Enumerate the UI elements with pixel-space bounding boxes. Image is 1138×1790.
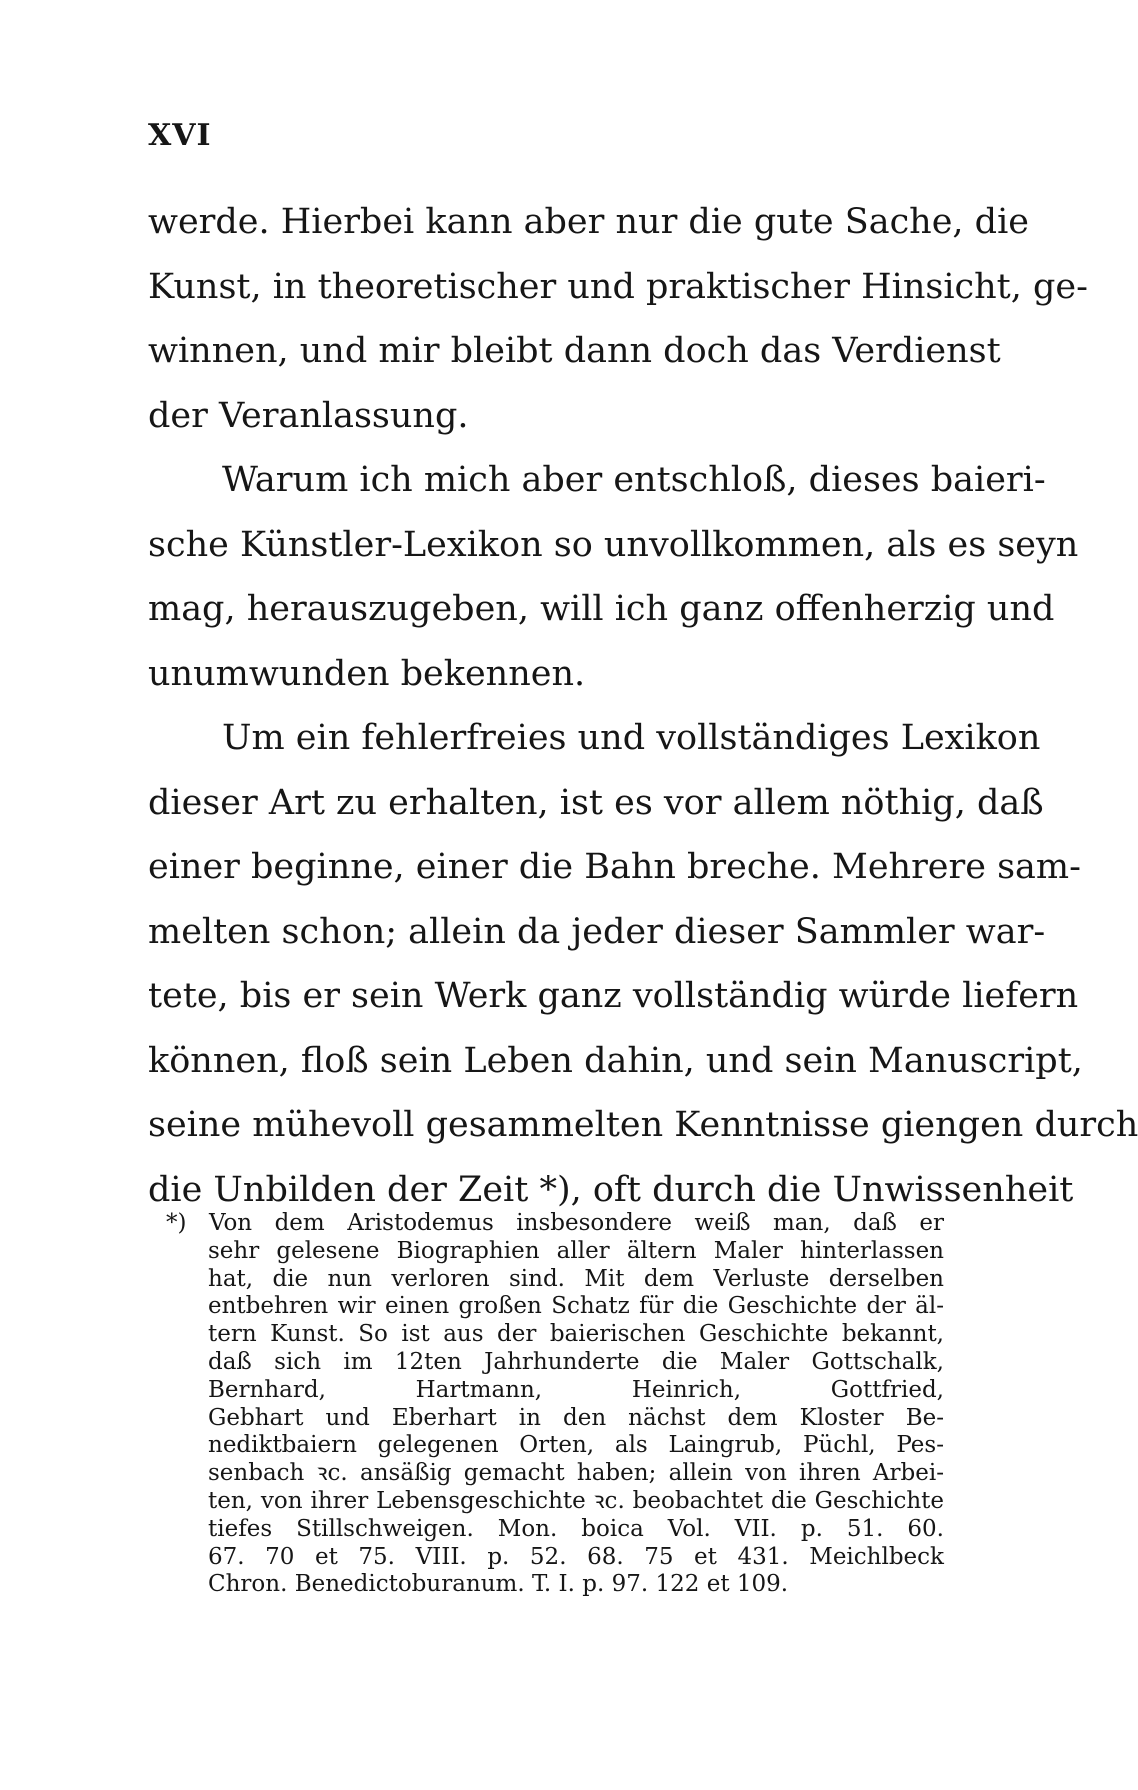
footnote-line: Gebhart und Eberhart in den nächst dem Kloster Be- <box>208 1404 944 1431</box>
footnote-line: daß sich im 12ten Jahrhunderte die Maler Gottschalk, <box>208 1348 944 1375</box>
body-line: Warum ich mich aber entschloß, dieses baieri- <box>222 460 1046 500</box>
footnote-line: Chron. Benedictoburanum. T. I. p. 97. 122 et 109. <box>208 1571 789 1598</box>
body-line: werde. Hierbei kann aber nur die gute Sache, die <box>148 202 1029 242</box>
page-number: XVI <box>148 118 212 153</box>
footnote-line: *) Von dem Aristodemus insbesondere weiß man, daß er <box>166 1210 944 1236</box>
footnote-line: 67. 70 et 75. VIII. p. 52. 68. 75 et 431. Meichlbeck <box>208 1543 944 1570</box>
body-line: der Veranlassung. <box>148 395 469 436</box>
body-line: melten schon; allein da jeder dieser Sammler war- <box>148 911 1046 952</box>
body-line: Kunst, in theoretischer und praktischer Hinsicht, ge- <box>148 266 1088 307</box>
body-line: die Unbilden der Zeit *), oft durch die Unwissenheit <box>148 1169 1074 1210</box>
footnote-line: senbach ꝛc. ansäßig gemacht haben; allein von ihren Arbei- <box>208 1460 944 1487</box>
body-line: Um ein fehlerfreies und vollständiges Lexikon <box>222 718 1041 758</box>
body-line: unumwunden bekennen. <box>148 653 586 694</box>
footnote-line: tiefes Stillschweigen. Mon. boica Vol. VII. p. 51. 60. <box>208 1515 944 1542</box>
body-line: einer beginne, einer die Bahn breche. Mehrere sam- <box>148 847 1081 887</box>
footnote-line: ten, von ihrer Lebensgeschichte ꝛc. beobachtet die Geschichte <box>208 1487 944 1514</box>
footnote-line: nediktbaiern gelegenen Orten, als Laingrub, Püchl, Pes- <box>208 1432 944 1459</box>
footnote-line: tern Kunst. So ist aus der baierischen Geschichte bekannt, <box>208 1321 944 1348</box>
footnote-line: entbehren wir einen großen Schatz für die Geschichte der äl- <box>208 1293 944 1320</box>
body-line: tete, bis er sein Werk ganz vollständig würde liefern <box>148 976 1079 1016</box>
footnote-line: hat, die nun verloren sind. Mit dem Verluste derselben <box>208 1265 944 1292</box>
body-line: winnen, und mir bleibt dann doch das Verdienst <box>148 331 1001 371</box>
body-line: können, floß sein Leben dahin, und sein Manuscript, <box>148 1040 1083 1081</box>
footnote-line: sehr gelesene Biographien aller ältern Maler hinterlassen <box>208 1237 944 1264</box>
footnote-line: Bernhard, Hartmann, Heinrich, Gottfried, <box>208 1376 944 1403</box>
body-line: mag, herauszugeben, will ich ganz offenherzig und <box>148 589 1055 629</box>
body-line: sche Künstler-Lexikon so unvollkommen, als es seyn <box>148 524 1079 565</box>
footnote <box>148 1210 944 1599</box>
body-line: dieser Art zu erhalten, ist es vor allem nöthig, daß <box>148 782 1044 823</box>
body-text <box>148 190 1138 1222</box>
body-line: seine mühevoll gesammelten Kenntnisse giengen durch <box>148 1105 1138 1145</box>
